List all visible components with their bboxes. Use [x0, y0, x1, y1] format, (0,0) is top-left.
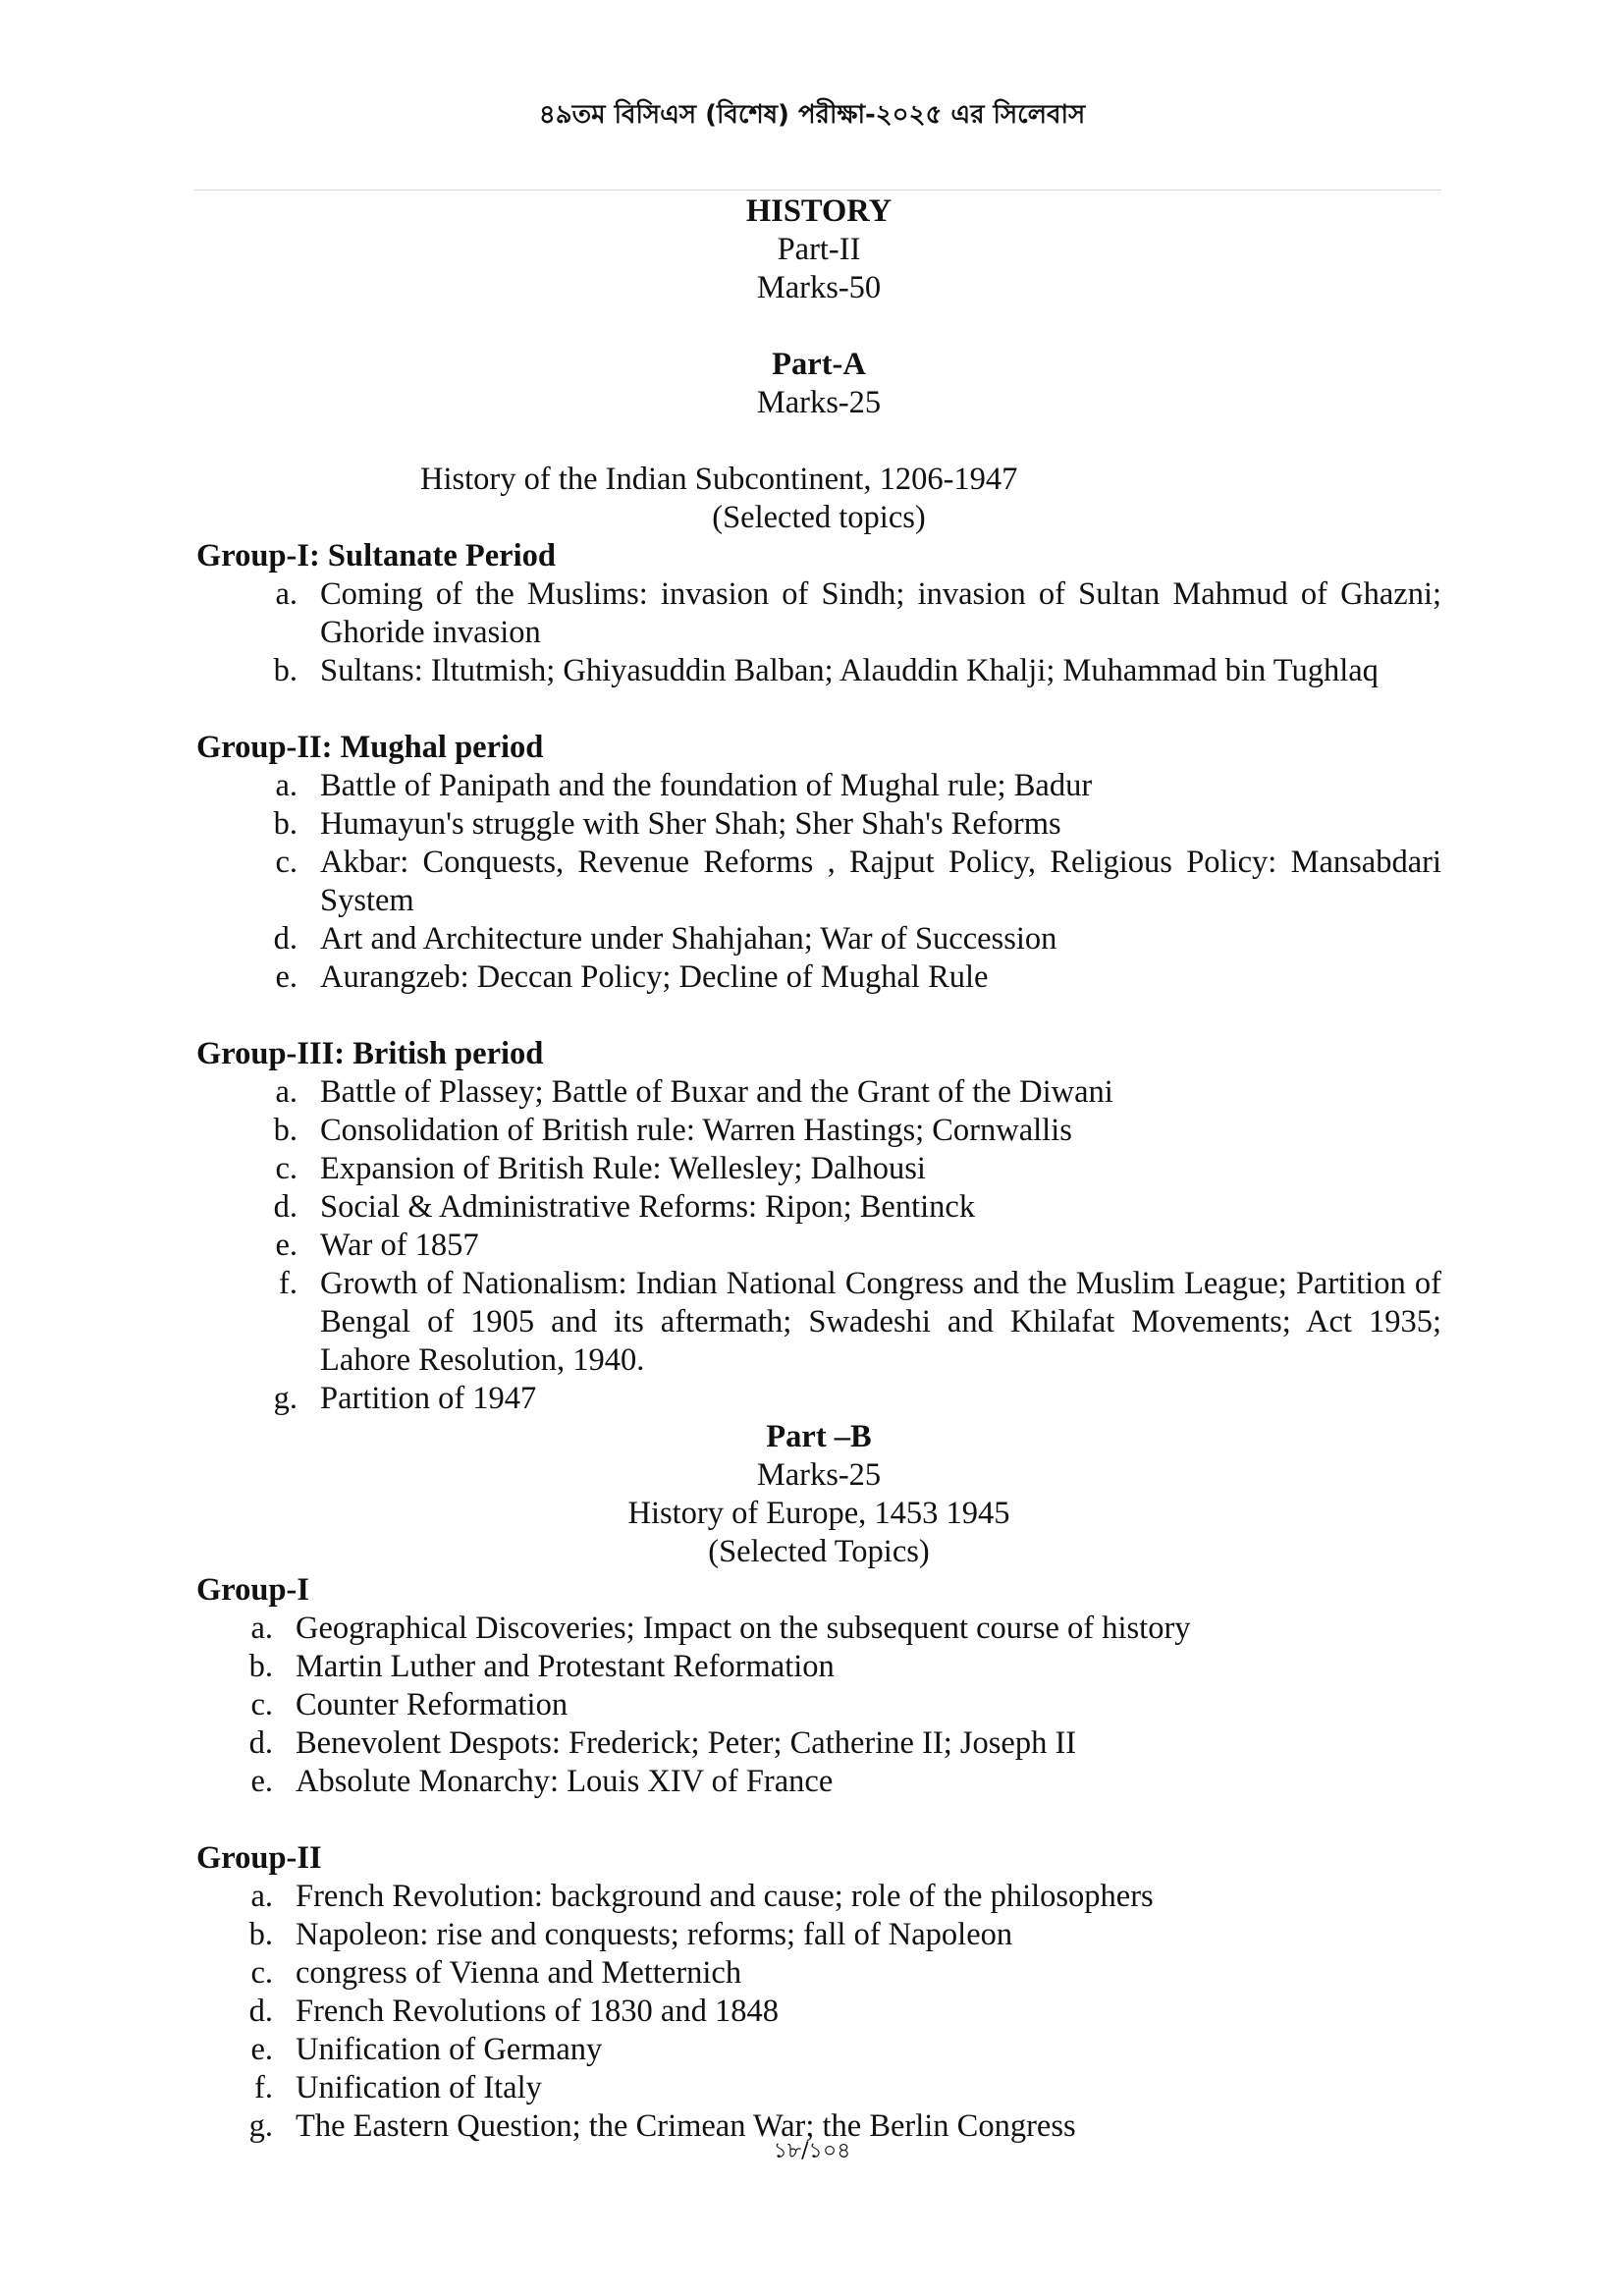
item-marker: b. — [273, 806, 298, 842]
part-label: Part-II — [777, 232, 861, 267]
item-marker: a. — [250, 1879, 273, 1914]
item-text: Benevolent Despots: Frederick; Peter; Catherine II; Joseph II — [296, 1725, 1077, 1761]
item-marker: c. — [250, 1955, 273, 1991]
item-text: congress of Vienna and Metternich — [296, 1955, 742, 1991]
list-item — [196, 652, 1441, 690]
running-header: ৪৯তম বিসিএস (বিশেষ) পরীক্ষা-২০২৫ এর সিলেবাস — [538, 100, 1086, 130]
item-marker: f. — [279, 1266, 298, 1301]
item-marker: a. — [275, 768, 298, 803]
item-marker: b. — [273, 1113, 298, 1148]
item-text: Unification of Italy — [296, 2070, 542, 2105]
part-b-marks: Marks-25 — [756, 1457, 882, 1493]
list-item — [196, 1150, 1441, 1188]
list-item — [196, 1916, 1441, 1954]
page-number: ১৮/১০৪ — [773, 2139, 851, 2163]
item-text: Growth of Nationalism: Indian National Congress and the Muslim League; Partition of Bengal of 1905 and its aftermath; Swadeshi and Khilafat Movements; Act 1935; Lahore Resolution, 1940. — [320, 1266, 1441, 1378]
item-text: Martin Luther and Protestant Reformation — [296, 1649, 835, 1684]
item-text: Coming of the Muslims: invasion of Sindh; invasion of Sultan Mahmud of Ghazni; Ghoride invasion — [320, 576, 1441, 650]
item-marker: a. — [275, 576, 298, 612]
item-text: Humayun's struggle with Sher Shah; Sher Shah's Reforms — [320, 806, 1061, 842]
group-title: Group-I — [196, 1572, 309, 1608]
header-divider — [194, 190, 1441, 191]
item-marker: c. — [275, 845, 298, 880]
list-item — [196, 1993, 1441, 2031]
part-b-title: History of Europe, 1453 1945 — [627, 1496, 1010, 1531]
item-text: The Eastern Question; the Crimean War; the Berlin Congress — [296, 2108, 1076, 2144]
list-item — [196, 1878, 1441, 1916]
item-text: Art and Architecture under Shahjahan; War of Succession — [320, 921, 1057, 957]
item-text: Partition of 1947 — [320, 1381, 537, 1416]
item-text: War of 1857 — [320, 1228, 479, 1263]
item-marker: a. — [250, 1611, 273, 1646]
item-marker: e. — [275, 959, 298, 995]
item-marker: f. — [254, 2070, 273, 2105]
item-marker: b. — [248, 1917, 273, 1952]
list-item — [196, 920, 1441, 958]
item-marker: c. — [250, 1687, 273, 1722]
list-item — [196, 1112, 1441, 1150]
item-marker: d. — [273, 1189, 298, 1225]
document-body — [196, 192, 1441, 2146]
item-text: Unification of Germany — [296, 2032, 603, 2067]
part-b-subtitle: (Selected Topics) — [708, 1534, 930, 1569]
part-a-subtitle: (Selected topics) — [712, 500, 926, 535]
list-item — [196, 2069, 1441, 2107]
list-item — [196, 2031, 1441, 2069]
item-marker: d. — [273, 921, 298, 957]
list-item — [196, 575, 1441, 652]
total-marks: Marks-50 — [756, 270, 882, 305]
topic-list — [196, 767, 1441, 997]
topic-list — [196, 1073, 1441, 1418]
item-text: Akbar: Conquests, Revenue Reforms , Rajput Policy, Religious Policy: Mansabdari System — [320, 845, 1441, 918]
item-text: Absolute Monarchy: Louis XIV of France — [296, 1764, 834, 1799]
part-a-heading: Part-A — [772, 347, 866, 382]
item-text: Social & Administrative Reforms: Ripon; Bentinck — [320, 1189, 976, 1225]
group-title: Group-II — [196, 1840, 322, 1876]
part-a-title: History of the Indian Subcontinent, 1206-1947 — [420, 462, 1018, 497]
list-item — [196, 1073, 1441, 1112]
item-text: Counter Reformation — [296, 1687, 568, 1722]
topic-list — [196, 1878, 1441, 2146]
item-marker: g. — [273, 1381, 298, 1416]
list-item — [196, 1265, 1441, 1380]
group-title: Group-I: Sultanate Period — [196, 538, 556, 574]
list-item — [196, 1724, 1441, 1763]
item-marker: d. — [248, 1994, 273, 2029]
group-title: Group-III: British period — [196, 1036, 544, 1071]
group-title: Group-II: Mughal period — [196, 730, 544, 765]
list-item — [196, 844, 1441, 920]
item-text: Battle of Panipath and the foundation of Mughal rule; Badur — [320, 768, 1093, 803]
list-item — [196, 958, 1441, 997]
item-marker: d. — [248, 1725, 273, 1761]
list-item — [196, 1610, 1441, 1648]
item-text: Napoleon: rise and conquests; reforms; fall of Napoleon — [296, 1917, 1013, 1952]
list-item — [196, 805, 1441, 844]
item-text: Consolidation of British rule: Warren Hastings; Cornwallis — [320, 1113, 1072, 1148]
list-item — [196, 1648, 1441, 1686]
item-marker: g. — [248, 2108, 273, 2144]
item-text: French Revolutions of 1830 and 1848 — [296, 1994, 779, 2029]
list-item — [196, 1686, 1441, 1724]
list-item — [196, 767, 1441, 805]
item-marker: b. — [248, 1649, 273, 1684]
list-item — [196, 1954, 1441, 1993]
item-text: Sultans: Iltutmish; Ghiyasuddin Balban; Alauddin Khalji; Muhammad bin Tughlaq — [320, 653, 1379, 688]
item-marker: e. — [250, 1764, 273, 1799]
item-text: French Revolution: background and cause; role of the philosophers — [296, 1879, 1154, 1914]
list-item — [196, 1380, 1441, 1418]
item-marker: a. — [275, 1074, 298, 1110]
list-item — [196, 1188, 1441, 1227]
subject-title: HISTORY — [745, 193, 893, 229]
item-text: Geographical Discoveries; Impact on the subsequent course of history — [296, 1611, 1191, 1646]
part-a-marks: Marks-25 — [756, 385, 882, 420]
list-item — [196, 1227, 1441, 1265]
topic-list — [196, 575, 1441, 690]
list-item — [196, 1763, 1441, 1801]
part-b-heading: Part –B — [766, 1419, 872, 1454]
item-marker: e. — [250, 2032, 273, 2067]
item-text: Battle of Plassey; Battle of Buxar and the Grant of the Diwani — [320, 1074, 1113, 1110]
item-marker: e. — [275, 1228, 298, 1263]
item-text: Aurangzeb: Deccan Policy; Decline of Mughal Rule — [320, 959, 989, 995]
item-text: Expansion of British Rule: Wellesley; Dalhousi — [320, 1151, 926, 1186]
topic-list — [196, 1610, 1441, 1801]
item-marker: b. — [273, 653, 298, 688]
item-marker: c. — [275, 1151, 298, 1186]
